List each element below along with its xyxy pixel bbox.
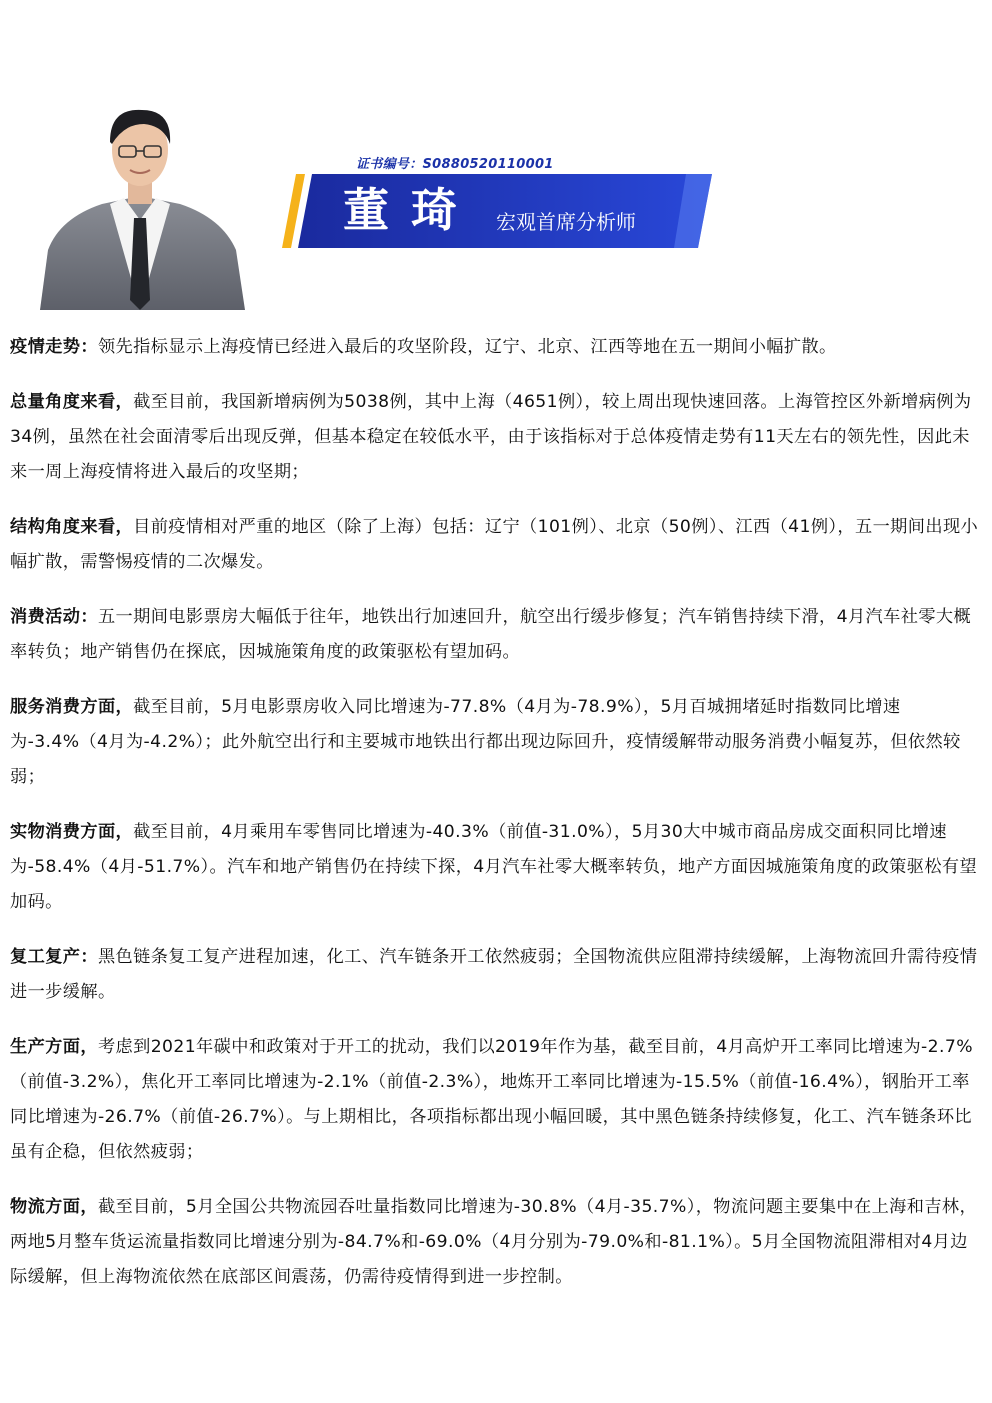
paragraph-text: 黑色链条复工复产进程加速，化工、汽车链条开工依然疲弱；全国物流供应阻滞持续缓解，上海物流回升需待疫情进一步缓解。 [10,947,978,1002]
report-body [10,330,982,1315]
paragraph-lead: 物流方面， [10,1197,98,1217]
paragraph-lead: 复工复产： [10,947,98,967]
paragraph-text: 截至目前，4月乘用车零售同比增速为-40.3%（前值-31.0%），5月30大中城市商品房成交面积同比增速为-58.4%（4月-51.7%）。汽车和地产销售仍在持续下探，4月汽车社零大概率转负，地产方面因城施策角度的政策驱松有望加码。 [10,822,978,912]
analyst-photo [40,100,245,310]
paragraph-lead: 结构角度来看， [10,517,134,537]
paragraph-lead: 总量角度来看， [10,392,134,412]
paragraph-resumption [10,940,982,1010]
paragraph-lead: 服务消费方面， [10,697,134,717]
paragraph-text: 目前疫情相对严重的地区（除了上海）包括：辽宁（101例）、北京（50例）、江西（41例），五一期间出现小幅扩散，需警惕疫情的二次爆发。 [10,517,979,572]
paragraph-production [10,1030,982,1170]
paragraph-service-consumption [10,690,982,795]
paragraph-text: 五一期间电影票房大幅低于往年，地铁出行加速回升，航空出行缓步修复；汽车销售持续下滑，4月汽车社零大概率转负；地产销售仍在探底，因城施策角度的政策驱松有望加码。 [10,607,972,662]
analyst-name: 董琦 [343,183,479,237]
certificate-number: 证书编号：S0880520110001 [356,157,554,172]
paragraph-text: 截至目前，我国新增病例为5038例，其中上海（4651例），较上周出现快速回落。上海管控区外新增病例为34例，虽然在社会面清零后出现反弹，但基本稳定在较低水平，由于该指标对于总体疫情走势有11天左右的领先性，因此未来一周上海疫情将进入最后的攻坚期； [10,392,972,482]
paragraph-structure-view [10,510,982,580]
paragraph-consumption [10,600,982,670]
paragraph-text: 截至目前，5月电影票房收入同比增速为-77.8%（4月为-78.9%），5月百城拥堵延时指数同比增速为-3.4%（4月为-4.2%）；此外航空出行和主要城市地铁出行都出现边际回升，疫情缓解带动服务消费小幅复苏，但依然较弱； [10,697,961,787]
paragraph-goods-consumption [10,815,982,920]
paragraph-logistics [10,1190,982,1295]
paragraph-text: 领先指标显示上海疫情已经进入最后的攻坚阶段，辽宁、北京、江西等地在五一期间小幅扩散。 [97,337,837,357]
analyst-header [0,0,992,320]
paragraph-aggregate-view [10,385,982,490]
paragraph-text: 考虑到2021年碳中和政策对于开工的扰动，我们以2019年作为基，截至目前，4月高炉开工率同比增速为-2.7%（前值-3.2%），焦化开工率同比增速为-2.1%（前值-2.3%），地炼开工率同比增速为-15.5%（前值-16.4%），钢胎开工率同比增速为-26.7%（前值-26.7%）。与上期相比，各项指标都出现小幅回暖，其中黑色链条持续修复，化工、汽车链条环比虽有企稳，但依然疲弱； [10,1037,973,1162]
paragraph-epidemic-trend [10,330,982,365]
paragraph-lead: 生产方面， [10,1037,98,1057]
analyst-role: 宏观首席分析师 [496,210,636,234]
paragraph-lead: 实物消费方面， [10,822,134,842]
paragraph-lead: 消费活动： [10,607,98,627]
paragraph-text: 截至目前，5月全国公共物流园吞吐量指数同比增速为-30.8%（4月-35.7%），物流问题主要集中在上海和吉林，两地5月整车货运流量指数同比增速分别为-84.7%和-69.0%（4月分别为-79.0%和-81.1%）。5月全国物流阻滞相对4月边际缓解，但上海物流依然在底部区间震荡，仍需待疫情得到进一步控制。 [10,1197,978,1287]
paragraph-lead: 疫情走势： [10,337,98,357]
